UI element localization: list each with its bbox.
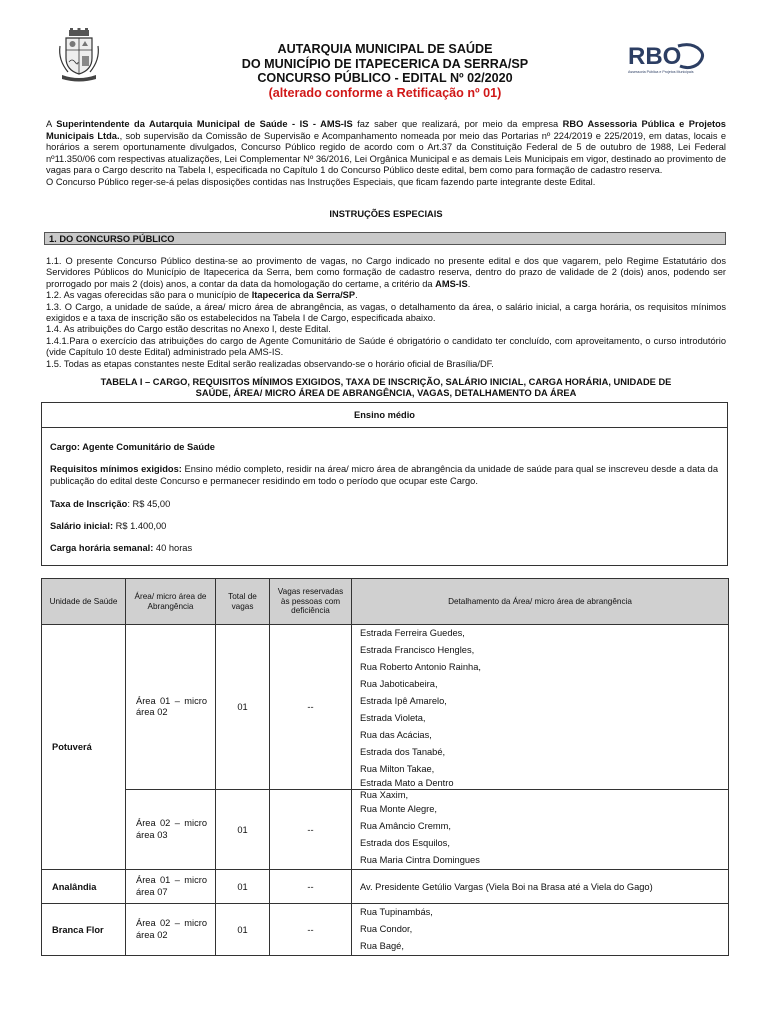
unit-potuvera: Potuverá bbox=[42, 625, 126, 870]
table-header-row bbox=[42, 579, 729, 625]
detail-item: Rua Monte Alegre, bbox=[360, 804, 438, 814]
detail-item: Estrada Francisco Hengles, bbox=[360, 645, 475, 655]
title-line-3: CONCURSO PÚBLICO - EDITAL Nº 02/2020 bbox=[257, 71, 513, 86]
detail-item: Estrada Ipê Amarelo, bbox=[360, 696, 447, 706]
salario-inicial: Salário inicial: R$ 1.400,00 bbox=[50, 521, 167, 531]
col-reservadas: Vagas reservadas às pessoas com deficiência bbox=[270, 579, 352, 625]
page-title bbox=[150, 42, 620, 100]
item-1-3: 1.3. O Cargo, a unidade de saúde, a área/ micro área de abrangência, as vagas, o detalhamento da área, o salário inicial, a carga horária, os requisitos mínimos exigidos e a taxa de inscrição são os estabelecidos na Tabela I de Cargo, especificada abaixo. bbox=[46, 301, 726, 324]
instructions-heading: INSTRUÇÕES ESPECIAIS bbox=[329, 209, 443, 219]
detail-cell bbox=[352, 904, 729, 956]
detail-item: Rua das Acácias, bbox=[360, 730, 432, 740]
table-row bbox=[42, 870, 729, 904]
requisitos: Requisitos mínimos exigidos: Ensino médio completo, residir na área/ micro área de abrangência da unidade de saúde para qual se inscreveu desde a data da publicação do edital deste Concurso e permanecer residindo em todo o período que ocupar este Cargo. bbox=[50, 464, 718, 486]
table-row bbox=[42, 790, 729, 870]
detail-item: Rua Condor, bbox=[360, 924, 413, 934]
intro-paragraph-1: A Superintendente da Autarquia Municipal de Saúde - IS - AMS-IS faz saber que realizará, por meio da empresa RBO Assessoria Pública e Projetos Municipais Ltda., sob supervisão da Comissão de Supervisão e Acompanhamento nomeada por meio das Portarias nº 224/2019 e 225/2019, em datas, locais e horários a serem oportunamente divulgados, Concurso Público regido de acordo com o Art.37 da Constituição Federal de 5 de outubro de 1988, Lei Federal nº11.350/06 com respectivas atualizações, Lei Complementar Nº 36/2016, Lei Orgânica Municipal e as demais Leis Municipais em vigor, destinado ao provimento de vagas para o Cargo descrito na Tabela I, especificada no Capítulo 1 do Concurso Público deste edital, bem como para formação de cadastro reserva. bbox=[46, 119, 726, 176]
intro-text bbox=[46, 119, 726, 189]
total-cell: 01 bbox=[216, 904, 270, 956]
intro-paragraph-2: O Concurso Público reger-se-á pelas disposições contidas nas Instruções Especiais, que ficam fazendo parte integrante deste Edital. bbox=[46, 176, 596, 187]
taxa-inscricao: Taxa de Inscrição: R$ 45,00 bbox=[50, 499, 171, 509]
detail-item: Estrada dos Tanabé, bbox=[360, 747, 446, 757]
detail-item: Rua Maria Cintra Domingues bbox=[360, 855, 480, 865]
col-total: Total de vagas bbox=[216, 579, 270, 625]
total-cell: 01 bbox=[216, 870, 270, 904]
detail-item: Rua Roberto Antonio Rainha, bbox=[360, 662, 481, 672]
item-1-4: 1.4. As atribuições do Cargo estão descritas no Anexo I, deste Edital. bbox=[46, 324, 331, 335]
unit-analandia: Analândia bbox=[42, 870, 126, 904]
item-1-1: 1.1. O presente Concurso Público destina-se ao provimento de vagas, no Cargo indicado no presente edital e dos que vagarem, pelo Regime Estatutário dos Servidores Públicos do Município de Itapecerica da Serra, bem como formação de cadastro reserva, dentro do prazo de validade de 2 (dois) anos, podendo ser prorrogado por mais 2 (dois) anos, a contar da data da homologação do certame, a critério da AMS-IS. bbox=[46, 256, 726, 289]
item-1-5: 1.5. Todas as etapas constantes neste Edital serão realizadas observando-se o horário oficial de Brasília/DF. bbox=[46, 358, 494, 369]
detail-cell bbox=[352, 790, 729, 870]
rbo-logo-subtext: Assessoria Pública e Projetos Municipais bbox=[628, 70, 694, 74]
detail-item: Rua Jaboticabeira, bbox=[360, 679, 438, 689]
carga-horaria: Carga horária semanal: 40 horas bbox=[50, 543, 193, 553]
section-1-heading: 1. DO CONCURSO PÚBLICO bbox=[44, 232, 726, 245]
item-1-2: 1.2. As vagas oferecidas são para o município de Itapecerica da Serra/SP. bbox=[46, 290, 358, 301]
reserved-cell: -- bbox=[270, 904, 352, 956]
area-cell: Área 02 – micro área 03 bbox=[126, 790, 216, 870]
reserved-cell: -- bbox=[270, 870, 352, 904]
item-1-4-1: 1.4.1.Para o exercício das atribuições do cargo de Agente Comunitário de Saúde é obrigatório o candidato ter concluído, com aproveitamento, o curso introdutório (vide Capítulo 10 deste Edital) administrado pela AMS-IS. bbox=[46, 335, 726, 358]
detail-item: Estrada Ferreira Guedes, bbox=[360, 628, 465, 638]
detail-item: Rua Amâncio Cremm, bbox=[360, 821, 451, 831]
detail-item: Estrada Mato a Dentro bbox=[360, 778, 454, 788]
detail-item: Rua Tupinambás, bbox=[360, 907, 433, 917]
area-cell: Área 02 – micro área 02 bbox=[126, 904, 216, 956]
rbo-logo-text: RBO bbox=[628, 43, 682, 70]
retification-note: (alterado conforme a Retificação nº 01) bbox=[268, 85, 502, 100]
reserved-cell: -- bbox=[270, 790, 352, 870]
detail-item: Estrada dos Esquilos, bbox=[360, 838, 450, 848]
area-cell: Área 01 – micro área 07 bbox=[126, 870, 216, 904]
detail-cell: Av. Presidente Getúlio Vargas (Viela Boi na Brasa até a Viela do Gago) bbox=[352, 870, 729, 904]
cargo-box bbox=[41, 402, 728, 566]
detail-item: Rua Milton Takae, bbox=[360, 764, 435, 774]
cargo-label: Cargo: Agente Comunitário de Saúde bbox=[50, 442, 215, 452]
total-cell: 01 bbox=[216, 790, 270, 870]
municipal-crest-icon bbox=[56, 28, 102, 82]
area-cell: Área 01 – micro área 02 bbox=[126, 625, 216, 790]
col-detalhamento: Detalhamento da Área/ micro área de abrangência bbox=[352, 579, 729, 625]
detail-cell bbox=[352, 625, 729, 790]
title-line-2: DO MUNICÍPIO DE ITAPECERICA DA SERRA/SP bbox=[241, 56, 529, 71]
table-row bbox=[42, 904, 729, 956]
detail-item: Rua Bagé, bbox=[360, 941, 404, 951]
table-title: TABELA I – CARGO, REQUISITOS MÍNIMOS EXIGIDOS, TAXA DE INSCRIÇÃO, SALÁRIO INICIAL, CARGA HORÁRIA, UNIDADE DE SAÚDE, ÁREA/ MICRO ÁREA DE ABRANGÊNCIA, VAGAS, DETALHAMENTO DA ÁREA bbox=[100, 377, 672, 398]
section-1-body bbox=[46, 256, 726, 370]
total-cell: 01 bbox=[216, 625, 270, 790]
reserved-cell: -- bbox=[270, 625, 352, 790]
rbo-logo-icon bbox=[626, 42, 710, 76]
detail-item: Rua Xaxim, bbox=[360, 790, 409, 800]
vagas-table bbox=[41, 578, 729, 956]
detail-item: Estrada Violeta, bbox=[360, 713, 426, 723]
col-unidade: Unidade de Saúde bbox=[42, 579, 126, 625]
table-row bbox=[42, 625, 729, 790]
col-area: Área/ micro área de Abrangência bbox=[126, 579, 216, 625]
unit-branca-flor: Branca Flor bbox=[42, 904, 126, 956]
box-heading: Ensino médio bbox=[42, 403, 727, 428]
title-line-1: AUTARQUIA MUNICIPAL DE SAÚDE bbox=[277, 42, 493, 56]
